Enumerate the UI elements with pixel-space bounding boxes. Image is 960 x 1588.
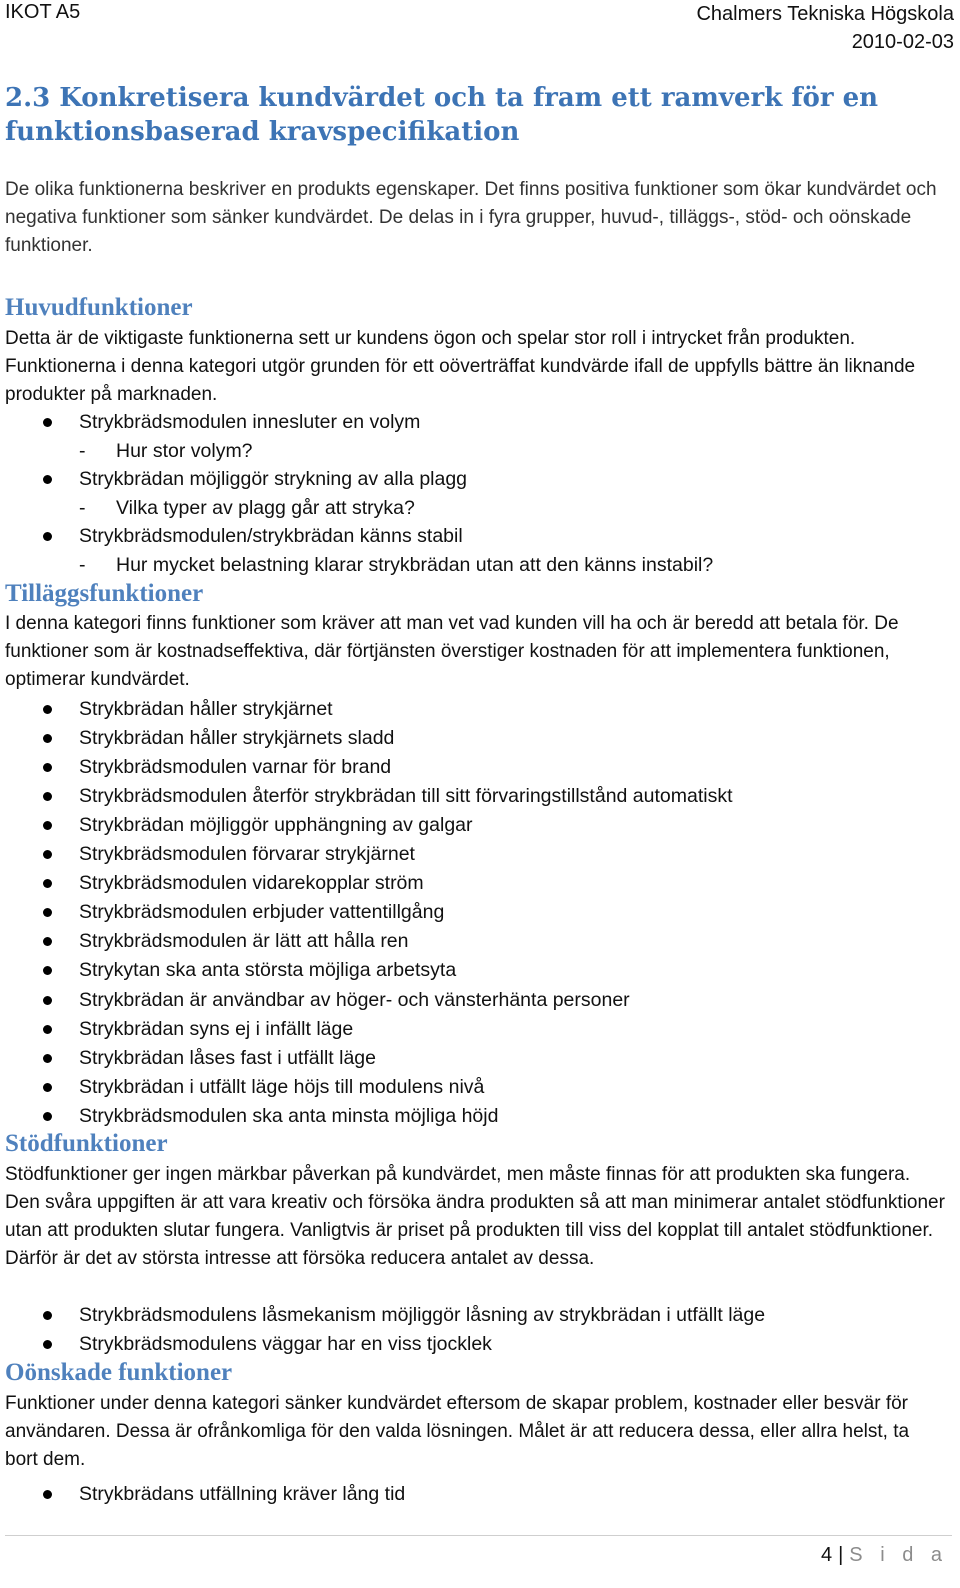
list-item: Strykbrädan håller strykjärnet bbox=[79, 698, 333, 720]
footer-label: S i d a bbox=[849, 1544, 948, 1566]
list-item: Strykbrädsmodulen ska anta minsta möjliga höjd bbox=[79, 1105, 499, 1127]
stod-paragraph: Stödfunktioner ger ingen märkbar påverkan på kundvärdet, men måste finnas för att produkten ska fungera. Den svåra uppgiften är att vara kreativ och försöka ändra produkten så att man minimerar antalet stödfunktioner utan att produkten slutar fungera. Vanligtvis är priset på produkten till viss del kopplat till antalet stödfunktioner. Därför är det av största intresse att försöka reducera antalet av dessa. bbox=[5, 1164, 945, 1269]
list-item: Strykbrädan är användbar av höger- och vänsterhänta personer bbox=[79, 989, 630, 1011]
bullet-icon bbox=[43, 879, 52, 888]
list-item: Strykbrädsmodulen/strykbrädan känns stabil bbox=[79, 525, 463, 547]
bullet-icon bbox=[43, 1025, 52, 1034]
sub-question bbox=[79, 551, 713, 579]
heading-tillaggsfunktioner: Tilläggsfunktioner bbox=[5, 580, 204, 607]
bullet-icon bbox=[43, 532, 52, 541]
dash-mark: - bbox=[79, 554, 86, 576]
bullet-icon bbox=[43, 1054, 52, 1063]
huvud-paragraph: Detta är de viktigaste funktionerna sett ur kundens ögon och spelar stor roll i intrycket från produkten. Funktionerna i denna kategori utgör grunden för ett oöverträffat kundvärde ifall de uppfylls bättre än liknande produkter på marknaden. bbox=[5, 328, 916, 405]
bullet-icon bbox=[43, 1311, 52, 1320]
sub-question-text: Vilka typer av plagg går att stryka? bbox=[116, 497, 415, 519]
list-item: Strykbrädans utfällning kräver lång tid bbox=[79, 1483, 406, 1505]
bullet-icon bbox=[43, 734, 52, 743]
dash-mark: - bbox=[79, 440, 86, 462]
intro-paragraph: De olika funktionerna beskriver en produkts egenskaper. Det finns positiva funktioner som ökar kundvärdet och negativa funktioner som sänker kundvärdet. De delas in i fyra grupper, huvud-, tilläggs-, stöd- och oönskade funktioner. bbox=[5, 179, 937, 256]
page-number: 4 bbox=[820, 1544, 833, 1566]
bullet-icon bbox=[43, 1112, 52, 1121]
bullet-icon bbox=[43, 1340, 52, 1349]
bullet-icon bbox=[43, 908, 52, 917]
heading-huvudfunktioner: Huvudfunktioner bbox=[5, 294, 193, 321]
dash-mark: - bbox=[79, 497, 86, 519]
list-item: Strykbrädsmodulen varnar för brand bbox=[79, 756, 392, 778]
list-item: Strykbrädsmodulen vidarekopplar ström bbox=[79, 872, 424, 894]
list-item: Strykbrädsmodulen återför strykbrädan till sitt förvaringstillstånd automatiskt bbox=[79, 785, 733, 807]
bullet-icon bbox=[43, 1083, 52, 1092]
list-item: Strykbrädan möjliggör upphängning av galgar bbox=[79, 814, 473, 836]
bullet-icon bbox=[43, 475, 52, 484]
list-item: Strykbrädsmodulen innesluter en volym bbox=[79, 411, 421, 433]
header-left: IKOT A5 bbox=[5, 1, 81, 23]
bullet-icon bbox=[43, 763, 52, 772]
header-institution: Chalmers Tekniska Högskola bbox=[696, 3, 954, 25]
bullet-icon bbox=[43, 1490, 52, 1499]
header-right bbox=[696, 0, 954, 56]
list-item: Strykbrädan håller strykjärnets sladd bbox=[79, 727, 395, 749]
list-item: Strykbrädsmodulen förvarar strykjärnet bbox=[79, 843, 415, 865]
footer-divider bbox=[5, 1535, 952, 1536]
list-item: Strykbrädan syns ej i infällt läge bbox=[79, 1018, 354, 1040]
list-item: Strykbrädan låses fast i utfällt läge bbox=[79, 1047, 376, 1069]
bullet-icon bbox=[43, 418, 52, 427]
list-item: Strykbrädan i utfällt läge höjs till modulens nivå bbox=[79, 1076, 485, 1098]
list-item: Strykbrädsmodulens väggar har en viss tjocklek bbox=[79, 1333, 492, 1355]
sub-question bbox=[79, 494, 415, 522]
sub-question-text: Hur mycket belastning klarar strykbrädan utan att den känns instabil? bbox=[116, 554, 714, 576]
list-item: Strykbrädsmodulen är lätt att hålla ren bbox=[79, 930, 409, 952]
heading-oonskade-funktioner: Oönskade funktioner bbox=[5, 1359, 233, 1386]
bullet-icon bbox=[43, 821, 52, 830]
section-title: 2.3 Konkretisera kundvärdet och ta fram ett ramverk för en funktionsbaserad kravspecifikation bbox=[5, 83, 879, 147]
bullet-icon bbox=[43, 792, 52, 801]
bullet-icon bbox=[43, 996, 52, 1005]
bullet-icon bbox=[43, 705, 52, 714]
list-item: Strykbrädsmodulens låsmekanism möjliggör låsning av strykbrädan i utfällt läge bbox=[79, 1304, 766, 1326]
bullet-icon bbox=[43, 966, 52, 975]
list-item: Strykytan ska anta största möjliga arbetsyta bbox=[79, 959, 457, 981]
header-date: 2010-02-03 bbox=[851, 31, 954, 53]
tillagg-paragraph: I denna kategori finns funktioner som kräver att man vet vad kunden vill ha och är beredd att betala för. De funktioner som är kostnadseffektiva, där förtjänsten överstiger kostnaden för att implementera funktionen, optimerar kundvärdet. bbox=[5, 613, 899, 690]
sub-question bbox=[79, 437, 253, 465]
sub-question-text: Hur stor volym? bbox=[116, 440, 253, 462]
heading-stodfunktioner: Stödfunktioner bbox=[5, 1130, 168, 1157]
page-footer bbox=[821, 1541, 948, 1569]
oonskade-paragraph: Funktioner under denna kategori sänker kundvärdet eftersom de skapar problem, kostnader eller besvär för användaren. Dessa är ofrånkomliga för den valda lösningen. Målet är att reducera dessa, eller allra helst, ta bort dem. bbox=[5, 1393, 910, 1470]
list-item: Strykbrädsmodulen erbjuder vattentillgång bbox=[79, 901, 445, 923]
list-item: Strykbrädan möjliggör strykning av alla plagg bbox=[79, 468, 468, 490]
bullet-icon bbox=[43, 937, 52, 946]
bullet-icon bbox=[43, 850, 52, 859]
footer-separator: | bbox=[838, 1544, 844, 1566]
